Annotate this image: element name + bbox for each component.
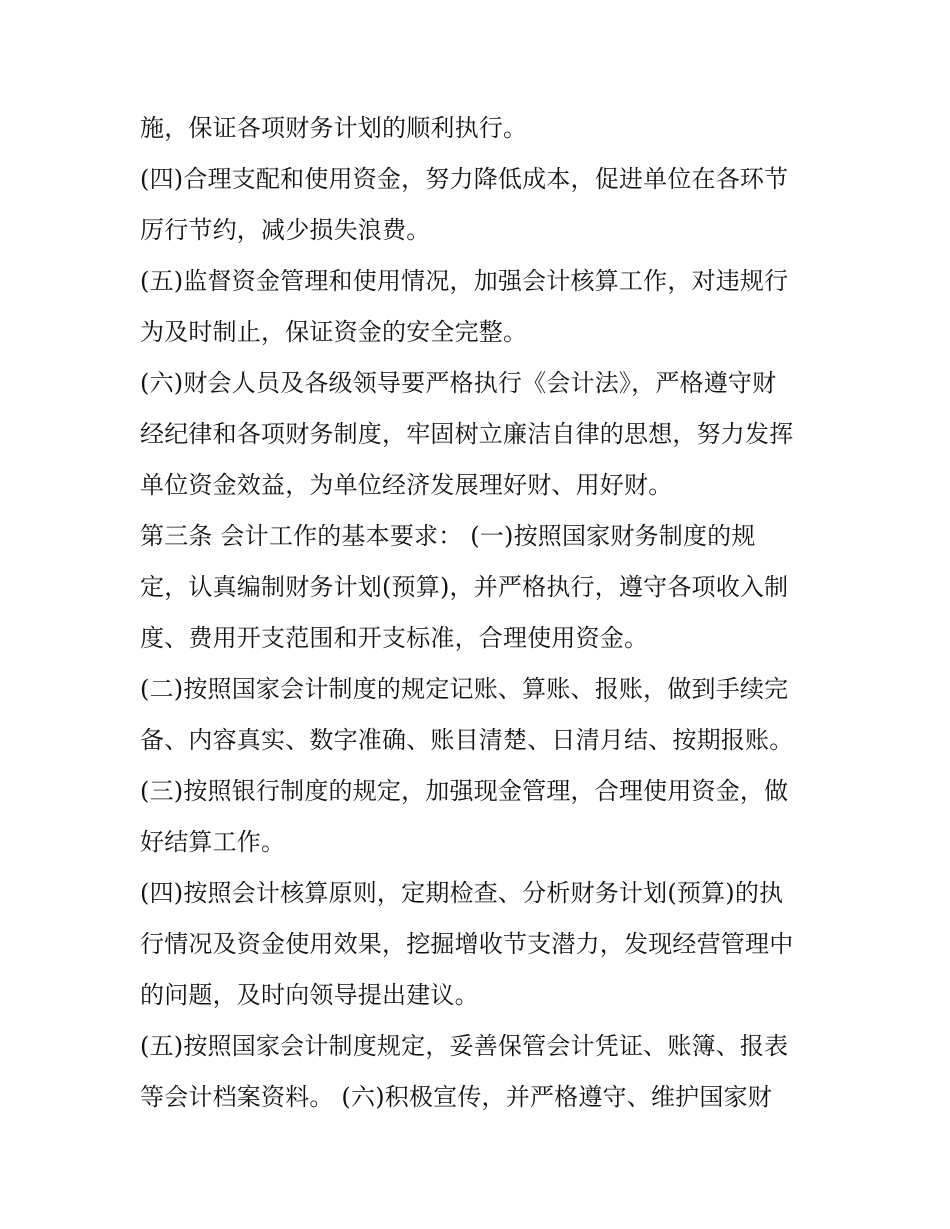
text-line: 施，保证各项财务计划的顺利执行。 [140, 114, 528, 142]
text-line: 经纪律和各项财务制度，牢固树立廉洁自律的思想，努力发挥 [140, 420, 794, 448]
text-line: 度、费用开支范围和开支标准，合理使用资金。 [140, 624, 649, 652]
text-line: (四)合理支配和使用资金，努力降低成本，促进单位在各环节 [140, 165, 789, 193]
text-line: 的问题，及时向领导提出建议。 [140, 981, 479, 1009]
text-line: (三)按照银行制度的规定，加强现金管理，合理使用资金，做 [140, 777, 789, 805]
document-body [140, 103, 830, 1123]
text-line: (四)按照会计核算原则，定期检查、分析财务计划(预算)的执 [140, 879, 784, 907]
text-line: 第三条 会计工作的基本要求： (一)按照国家财务制度的规 [140, 522, 756, 550]
text-line: 好结算工作。 [140, 828, 286, 856]
text-line: 为及时制止，保证资金的安全完整。 [140, 318, 528, 346]
text-line: 厉行节约，减少损失浪费。 [140, 216, 431, 244]
text-line: (五)监督资金管理和使用情况，加强会计核算工作，对违规行 [140, 267, 789, 295]
text-line: 行情况及资金使用效果，挖掘增收节支潜力，发现经营管理中 [140, 930, 794, 958]
text-line: (二)按照国家会计制度的规定记账、算账、报账，做到手续完 [140, 675, 789, 703]
text-line: (五)按照国家会计制度规定，妥善保管会计凭证、账簿、报表 [140, 1032, 789, 1060]
text-line: 备、内容真实、数字准确、账目清楚、日清月结、按期报账。 [140, 726, 794, 754]
text-line: (六)财会人员及各级领导要严格执行《会计法》，严格遵守财 [140, 369, 777, 397]
text-line: 单位资金效益，为单位经济发展理好财、用好财。 [140, 471, 673, 499]
text-line: 等会计档案资料。 (六)积极宣传，并严格遵守、维护国家财 [140, 1083, 772, 1111]
text-line: 定，认真编制财务计划(预算)，并严格执行，遵守各项收入制 [140, 573, 789, 601]
